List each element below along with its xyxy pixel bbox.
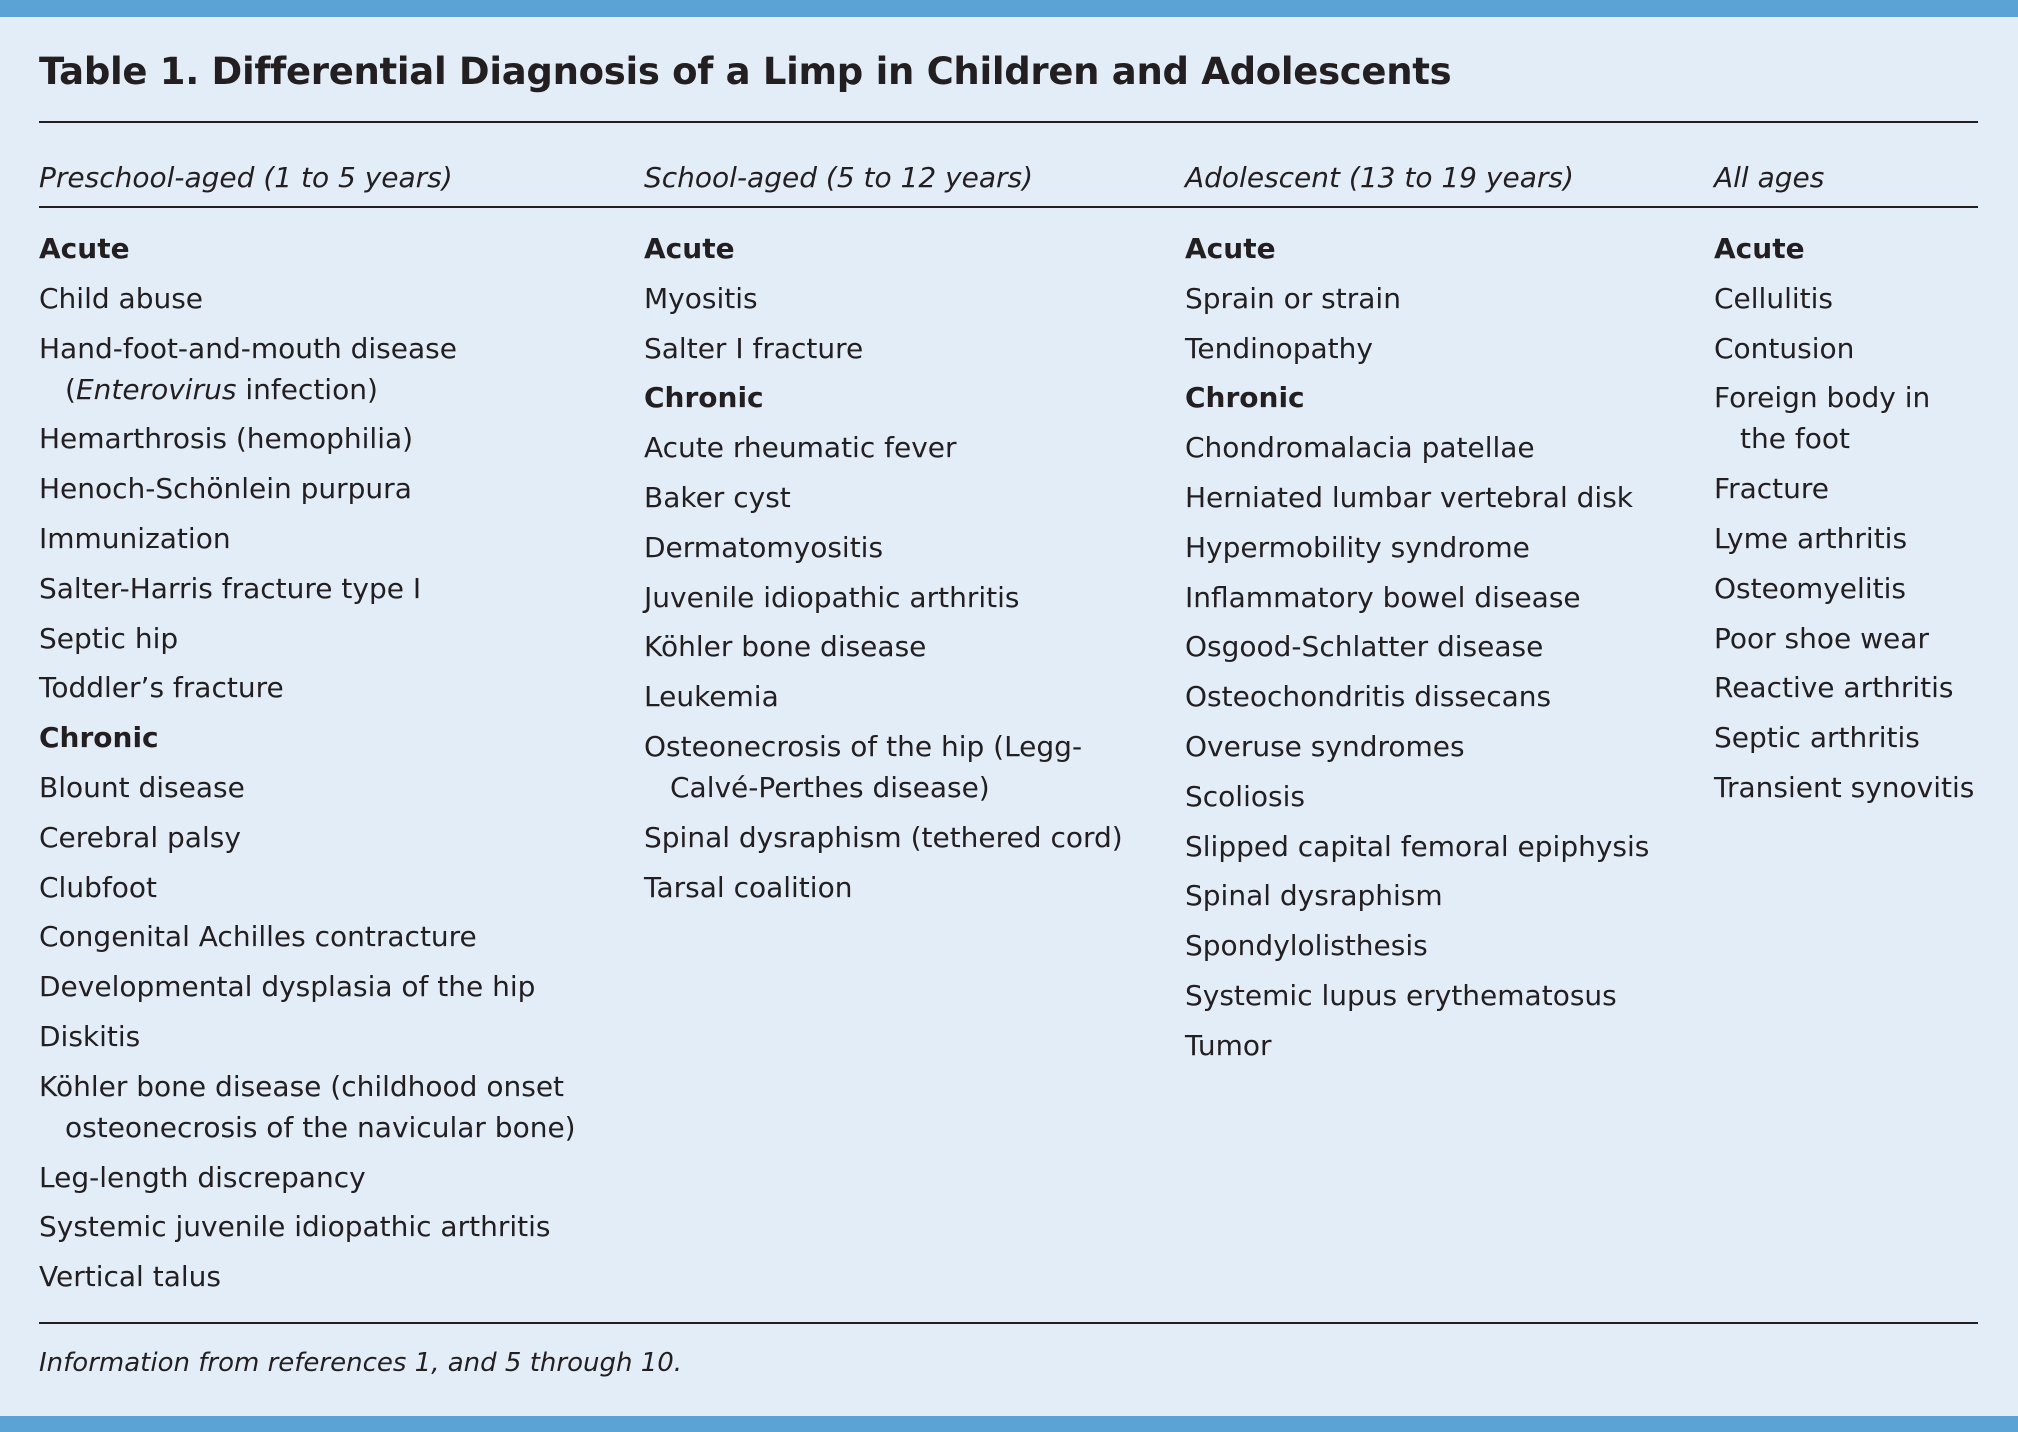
- item-text: Acute: [644, 232, 735, 265]
- item-text: Leukemia: [644, 680, 779, 714]
- item-text: Inflammatory bowel disease: [1185, 580, 1581, 614]
- category-heading: [644, 228, 1123, 269]
- item-text: Reactive arthritis: [1714, 671, 1954, 705]
- diagnosis-item: [39, 418, 576, 459]
- item-text: Septic arthritis: [1714, 721, 1920, 755]
- diagnosis-item: [39, 1256, 576, 1297]
- diagnosis-item: [644, 867, 1123, 908]
- diagnosis-item: [1185, 676, 1649, 717]
- title-rule: [39, 121, 1978, 123]
- item-text: Scoliosis: [1185, 779, 1305, 813]
- column-adolescent: [1185, 158, 1650, 1062]
- item-text: Blount disease: [39, 770, 245, 804]
- column-header: Adolescent (13 to 19 years): [1185, 161, 1574, 194]
- item-text: Septic hip: [39, 621, 179, 655]
- item-text: Sprain or strain: [1185, 281, 1401, 315]
- diagnosis-item: [644, 328, 1123, 369]
- item-text: Hemarthrosis (hemophilia): [39, 422, 414, 456]
- item-text: Hand-foot-and-mouth disease: [39, 331, 457, 365]
- item-text: Vertical talus: [39, 1260, 221, 1294]
- diagnosis-item: [39, 667, 576, 708]
- diagnosis-item: [1185, 826, 1649, 867]
- diagnosis-item: [644, 817, 1123, 858]
- category-heading: [1714, 228, 1974, 269]
- item-text: infection): [236, 372, 378, 406]
- diagnosis-item: [1714, 618, 1974, 659]
- item-text: Fracture: [1714, 472, 1829, 506]
- diagnosis-item: [1185, 925, 1649, 966]
- diagnosis-item: [1185, 527, 1649, 568]
- diagnosis-item: [39, 817, 576, 858]
- item-text: Enterovirus: [75, 372, 237, 406]
- diagnosis-item: [1714, 518, 1974, 559]
- diagnosis-item: [39, 1016, 576, 1057]
- diagnosis-item: [644, 676, 1123, 717]
- category-heading: [644, 377, 1123, 418]
- diagnosis-item: [1185, 975, 1649, 1016]
- column-all-ages: [1714, 158, 1975, 804]
- item-text: Clubfoot: [39, 870, 157, 904]
- item-text: Immunization: [39, 521, 231, 555]
- diagnosis-item: [1714, 377, 1974, 459]
- item-text: Juvenile idiopathic arthritis: [644, 580, 1020, 614]
- diagnosis-item: [39, 1066, 576, 1148]
- diagnosis-item: [39, 767, 576, 808]
- item-text: Foreign body in: [1714, 381, 1931, 415]
- item-text: Overuse syndromes: [1185, 729, 1465, 763]
- diagnosis-item: [644, 278, 1123, 319]
- item-list: [39, 228, 576, 1306]
- diagnosis-item: [39, 518, 576, 559]
- item-text: Salter-Harris fracture type I: [39, 571, 422, 605]
- diagnosis-item: [1185, 1025, 1649, 1066]
- item-text: Osteonecrosis of the hip (Legg-: [644, 729, 1083, 763]
- diagnosis-item: [39, 568, 576, 609]
- item-text: Tendinopathy: [1185, 331, 1373, 365]
- item-text: Poor shoe wear: [1714, 621, 1929, 655]
- diagnosis-item: [1714, 717, 1974, 758]
- diagnosis-item: [1714, 468, 1974, 509]
- diagnosis-item: [39, 966, 576, 1007]
- item-text: Systemic juvenile idiopathic arthritis: [39, 1210, 551, 1244]
- footer-rule: [39, 1322, 1978, 1324]
- item-text: Lyme arthritis: [1714, 521, 1908, 555]
- item-text: Köhler bone disease: [644, 630, 927, 664]
- item-list: [644, 228, 1123, 916]
- item-text: Osteomyelitis: [1714, 571, 1906, 605]
- item-text: Leg-length discrepancy: [39, 1160, 366, 1194]
- item-text: Acute: [1185, 232, 1276, 265]
- item-text: Transient synovitis: [1714, 770, 1975, 804]
- item-text: Chondromalacia patellae: [1185, 431, 1535, 465]
- item-text: Osteochondritis dissecans: [1185, 680, 1552, 714]
- item-text: Tumor: [1185, 1028, 1272, 1062]
- item-text: Diskitis: [39, 1019, 141, 1053]
- diagnosis-item: [1185, 427, 1649, 468]
- table-title: Table 1. Differential Diagnosis of a Limp in Children and Adolescents: [39, 50, 1452, 93]
- column-header: School-aged (5 to 12 years): [644, 161, 1034, 194]
- item-text: osteonecrosis of the navicular bone): [65, 1110, 576, 1144]
- diagnosis-item: [39, 278, 576, 319]
- item-text: Spondylolisthesis: [1185, 929, 1428, 963]
- item-text: Calvé-Perthes disease): [670, 770, 990, 804]
- item-text: Baker cyst: [644, 480, 791, 514]
- category-heading: [39, 228, 576, 269]
- category-heading: [39, 717, 576, 758]
- diagnosis-item: [39, 916, 576, 957]
- diagnosis-item: [644, 626, 1123, 667]
- item-text: Köhler bone disease (childhood onset: [39, 1069, 565, 1103]
- item-text: Tarsal coalition: [644, 870, 853, 904]
- column-school-aged: [644, 158, 1123, 904]
- item-text: (: [65, 372, 76, 406]
- footnote: Information from references 1, and 5 through 10.: [39, 1348, 683, 1378]
- item-text: Myositis: [644, 281, 758, 315]
- diagnosis-item: [39, 328, 576, 410]
- item-text: Congenital Achilles contracture: [39, 920, 477, 954]
- diagnosis-item: [1185, 726, 1649, 767]
- item-text: Toddler’s fracture: [39, 671, 284, 705]
- item-text: Spinal dysraphism (tethered cord): [644, 820, 1123, 854]
- diagnosis-item: [1185, 776, 1649, 817]
- item-text: Cerebral palsy: [39, 820, 241, 854]
- diagnosis-item: [39, 1157, 576, 1198]
- diagnosis-item: [1185, 477, 1649, 518]
- diagnosis-item: [644, 577, 1123, 618]
- item-text: Slipped capital femoral epiphysis: [1185, 829, 1650, 863]
- diagnosis-item: [644, 427, 1123, 468]
- diagnosis-item: [1185, 278, 1649, 319]
- item-text: Henoch-Schönlein purpura: [39, 472, 412, 506]
- diagnosis-item: [1185, 875, 1649, 916]
- item-text: Hypermobility syndrome: [1185, 530, 1530, 564]
- diagnosis-item: [1714, 328, 1974, 369]
- column-preschool: [39, 158, 576, 1294]
- diagnosis-item: [1714, 767, 1974, 808]
- item-text: Salter I fracture: [644, 331, 864, 365]
- item-text: Chronic: [644, 381, 764, 415]
- category-heading: [1185, 228, 1649, 269]
- item-text: Acute rheumatic fever: [644, 431, 957, 465]
- item-list: [1185, 228, 1649, 1075]
- item-text: Cellulitis: [1714, 281, 1833, 315]
- column-header: Preschool-aged (1 to 5 years): [39, 161, 453, 194]
- item-text: Osgood-Schlatter disease: [1185, 630, 1544, 664]
- item-text: Acute: [1714, 232, 1805, 265]
- diagnosis-item: [644, 726, 1123, 808]
- item-text: the foot: [1740, 422, 1850, 456]
- column-header: All ages: [1714, 161, 1825, 194]
- diagnosis-item: [644, 527, 1123, 568]
- diagnosis-item: [1185, 328, 1649, 369]
- diagnosis-item: [39, 1206, 576, 1247]
- diagnosis-item: [39, 618, 576, 659]
- diagnosis-item: [1714, 278, 1974, 319]
- diagnosis-item: [1714, 568, 1974, 609]
- diagnosis-item: [39, 867, 576, 908]
- item-text: Spinal dysraphism: [1185, 879, 1443, 913]
- item-text: Herniated lumbar vertebral disk: [1185, 480, 1633, 514]
- item-text: Acute: [39, 232, 130, 265]
- item-text: Developmental dysplasia of the hip: [39, 970, 536, 1004]
- item-text: Child abuse: [39, 281, 204, 315]
- item-text: Contusion: [1714, 331, 1855, 365]
- diagnosis-item: [1185, 577, 1649, 618]
- item-text: Chronic: [1185, 381, 1305, 415]
- item-text: Dermatomyositis: [644, 530, 884, 564]
- item-text: Chronic: [39, 721, 159, 755]
- diagnosis-item: [1714, 667, 1974, 708]
- diagnosis-item: [39, 468, 576, 509]
- item-list: [1714, 228, 1974, 817]
- item-text: Systemic lupus erythematosus: [1185, 978, 1617, 1012]
- diagnosis-item: [644, 477, 1123, 518]
- diagnosis-item: [1185, 626, 1649, 667]
- category-heading: [1185, 377, 1649, 418]
- bottom-border-bar: [0, 1416, 2018, 1432]
- top-border-bar: [0, 0, 2018, 17]
